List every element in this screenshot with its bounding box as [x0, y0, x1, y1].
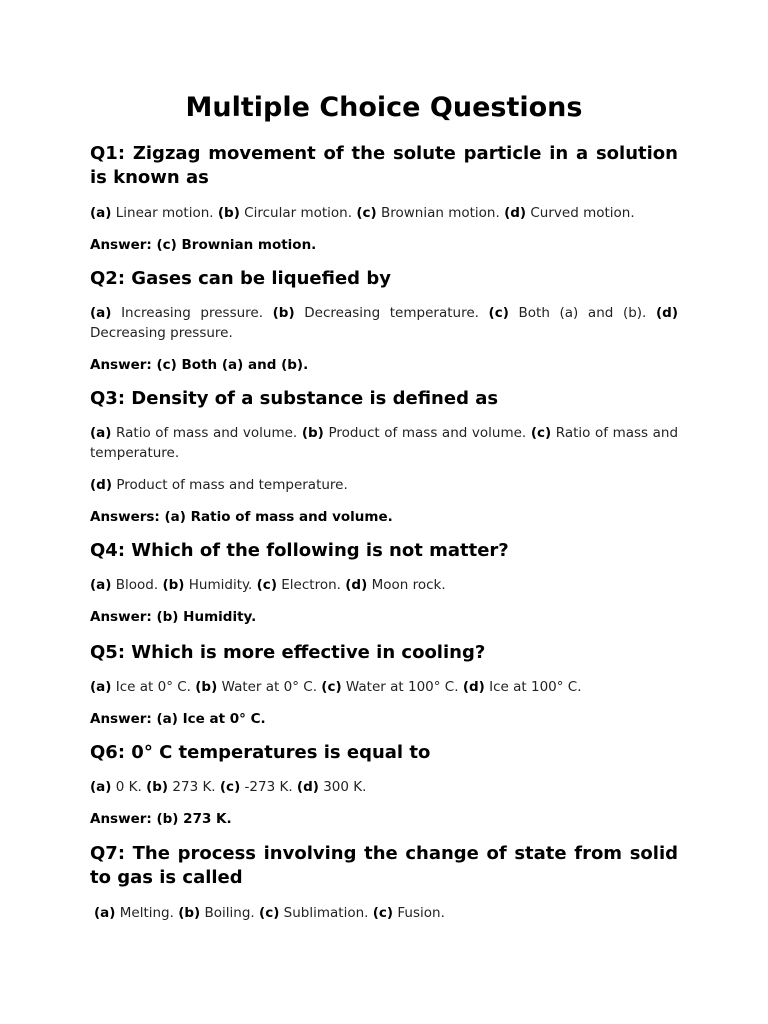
option-key: (c): [259, 905, 280, 921]
option-text: 273 K.: [172, 779, 216, 795]
option-text: 300 K.: [323, 779, 367, 795]
option-key: (b): [217, 205, 240, 221]
options-1: [90, 203, 678, 223]
question-6-heading: Q6: 0° C temperatures is equal to: [90, 742, 431, 763]
option-text: -273 K.: [244, 779, 293, 795]
option-text: Decreasing pressure.: [90, 325, 233, 341]
answer-2: Answer: (c) Both (a) and (b).: [90, 357, 309, 373]
answer-3: Answers: (a) Ratio of mass and volume.: [90, 509, 393, 525]
question-7-heading: Q7: The process involving the change of state from solid to gas is called: [90, 843, 678, 888]
option-text: Moon rock.: [371, 577, 446, 593]
answer-6: Answer: (b) 273 K.: [90, 811, 232, 827]
question-3-heading: Q3: Density of a substance is defined as: [90, 388, 499, 409]
option-key: (c): [256, 577, 277, 593]
option-key: (b): [272, 305, 295, 321]
question-1-heading: Q1: Zigzag movement of the solute particle in a solution is known as: [90, 143, 678, 188]
option-text: 0 K.: [115, 779, 142, 795]
option-text: Circular motion.: [244, 205, 353, 221]
option-key: (b): [301, 425, 324, 441]
option-key: (c): [321, 679, 342, 695]
option-text: Ice at 100° C.: [489, 679, 582, 695]
option-key: (b): [195, 679, 218, 695]
option-key: (c): [530, 425, 552, 441]
options-3: [90, 423, 678, 463]
option-key: (a): [90, 779, 112, 795]
option-text: Product of mass and volume.: [328, 425, 527, 441]
question-5-heading: Q5: Which is more effective in cooling?: [90, 642, 486, 663]
option-text: Brownian motion.: [380, 205, 500, 221]
option-key: (c): [488, 305, 509, 321]
option-text: Melting.: [119, 905, 174, 921]
option-key: (a): [90, 425, 112, 441]
option-text: Ratio of mass and volume.: [116, 425, 298, 441]
option-text: Boiling.: [204, 905, 255, 921]
option-key: (c): [356, 205, 377, 221]
answer-4: Answer: (b) Humidity.: [90, 609, 257, 625]
option-key: (a): [90, 577, 112, 593]
option-key: (d): [462, 679, 485, 695]
question-2-heading: Q2: Gases can be liquefied by: [90, 268, 391, 289]
option-text: Water at 0° C.: [221, 679, 317, 695]
options-3-continued: [90, 475, 678, 495]
option-text: Blood.: [115, 577, 159, 593]
option-key: (a): [90, 305, 112, 321]
option-key: (d): [345, 577, 368, 593]
option-text: Increasing pressure.: [121, 305, 264, 321]
option-key: (d): [296, 779, 319, 795]
option-text: Electron.: [281, 577, 341, 593]
option-text: Both (a) and (b).: [518, 305, 647, 321]
option-text: Linear motion.: [115, 205, 214, 221]
options-2: [90, 303, 678, 343]
options-6: [90, 777, 678, 797]
option-text: Ratio of mass and temperature.: [90, 425, 679, 461]
option-key: (c): [219, 779, 241, 795]
option-key: (a): [90, 679, 112, 695]
option-text: Ice at 0° C.: [115, 679, 191, 695]
page-title: Multiple Choice Questions: [185, 92, 583, 123]
option-key: (a): [94, 905, 116, 921]
option-text: Humidity.: [188, 577, 253, 593]
option-key: (d): [90, 477, 113, 493]
options-4: [90, 575, 678, 595]
options-5: [90, 677, 678, 697]
option-key: (c): [372, 905, 394, 921]
option-key: (b): [162, 577, 185, 593]
option-text: Curved motion.: [530, 205, 635, 221]
option-text: Product of mass and temperature.: [116, 477, 348, 493]
option-text: Sublimation.: [283, 905, 369, 921]
option-key: (b): [178, 905, 201, 921]
options-7: [90, 903, 682, 923]
option-key: (d): [655, 305, 678, 321]
answer-1: Answer: (c) Brownian motion.: [90, 237, 317, 253]
option-key: (a): [90, 205, 112, 221]
question-4-heading: Q4: Which of the following is not matter?: [90, 540, 509, 561]
option-key: (d): [504, 205, 527, 221]
option-key: (b): [146, 779, 169, 795]
option-text: Fusion.: [397, 905, 445, 921]
option-text: Decreasing temperature.: [304, 305, 479, 321]
answer-5: Answer: (a) Ice at 0° C.: [90, 711, 266, 727]
option-text: Water at 100° C.: [345, 679, 459, 695]
